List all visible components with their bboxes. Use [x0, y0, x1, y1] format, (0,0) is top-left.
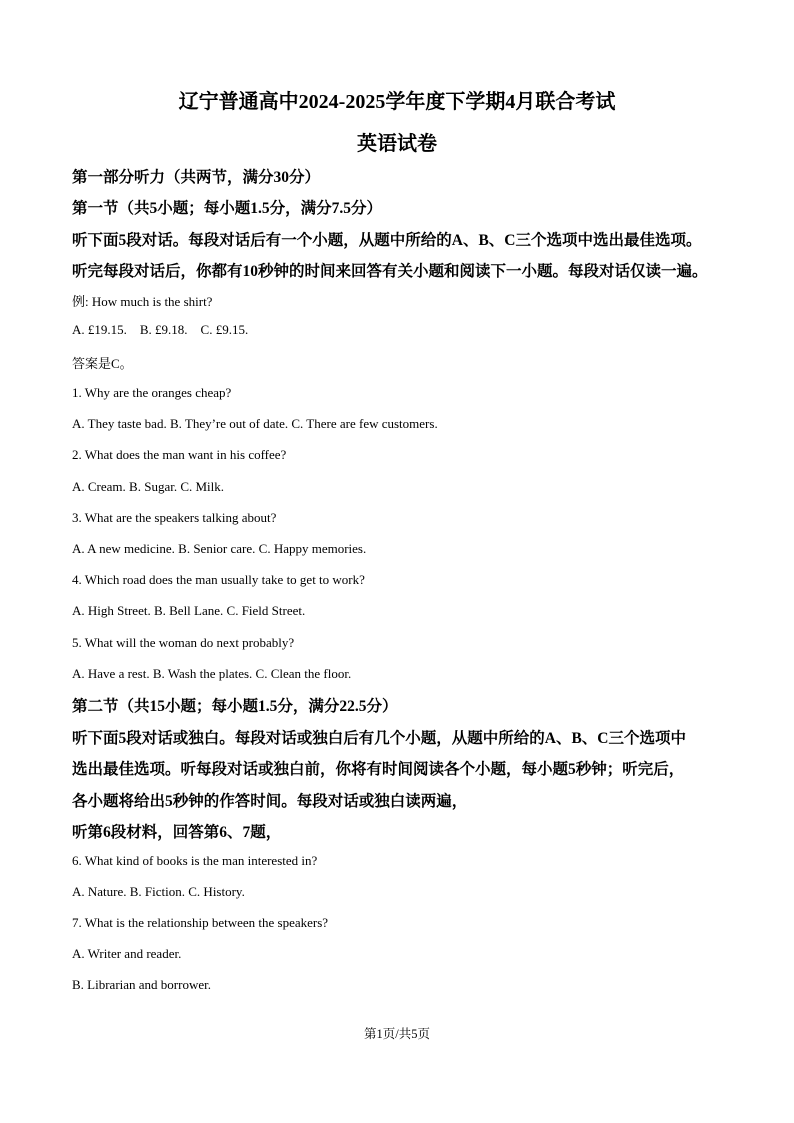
question-4-options: A. High Street. B. Bell Lane. C. Field Street.: [72, 603, 306, 618]
section2-instruction-line-3: 各小题将给出5秒钟的作答时间。每段对话或独白读两遍，: [72, 793, 468, 810]
section1-heading: 第一节（共5小题；每小题1.5分，满分7.5分）: [72, 200, 383, 217]
section2-heading: 第二节（共15小题；每小题1.5分，满分22.5分）: [72, 698, 398, 715]
section2-instruction-line-2: 选出最佳选项。听每段对话或独白前，你将有时间阅读各个小题，每小题5秒钟；听完后，: [72, 761, 685, 778]
section1-instruction-line-2: 听完每段对话后，你都有10秒钟的时间来回答有关小题和阅读下一小题。每段对话仅读一遍。: [72, 263, 708, 280]
question-1-options: A. They taste bad. B. They’re out of date. C. There are few customers.: [72, 416, 438, 431]
document-subtitle: 英语试卷: [357, 133, 437, 155]
material-6-heading: 听第6段材料，回答第6、7题，: [72, 824, 282, 841]
question-4: 4. Which road does the man usually take to get to work?: [72, 572, 365, 587]
question-6: 6. What kind of books is the man interested in?: [72, 853, 318, 868]
section1-instruction-line-1: 听下面5段对话。每段对话后有一个小题，从题中所给的A、B、C三个选项中选出最佳选项。: [72, 232, 702, 249]
page-number: 第1页/共5页: [364, 1027, 430, 1041]
document-title: 辽宁普通高中2024-2025学年度下学期4月联合考试: [178, 91, 616, 113]
question-5-options: A. Have a rest. B. Wash the plates. C. Clean the floor.: [72, 666, 352, 681]
question-7-option-a: A. Writer and reader.: [72, 946, 182, 961]
question-2-options: A. Cream. B. Sugar. C. Milk.: [72, 479, 225, 494]
example-answer: 答案是C。: [72, 356, 133, 371]
question-1: 1. Why are the oranges cheap?: [72, 385, 232, 400]
question-3-options: A. A new medicine. B. Senior care. C. Happy memories.: [72, 541, 367, 556]
question-7: 7. What is the relationship between the speakers?: [72, 915, 329, 930]
question-7-option-b: B. Librarian and borrower.: [72, 977, 211, 992]
question-2: 2. What does the man want in his coffee?: [72, 447, 287, 462]
question-3: 3. What are the speakers talking about?: [72, 510, 277, 525]
part1-heading: 第一部分听力（共两节，满分30分）: [72, 169, 321, 186]
question-6-options: A. Nature. B. Fiction. C. History.: [72, 884, 245, 899]
section2-instruction-line-1: 听下面5段对话或独白。每段对话或独白后有几个小题，从题中所给的A、B、C三个选项中: [72, 730, 686, 747]
question-5: 5. What will the woman do next probably?: [72, 635, 295, 650]
example-question: 例: How much is the shirt?: [72, 294, 213, 309]
example-options: A. £19.15. B. £9.18. C. £9.15.: [72, 322, 249, 337]
